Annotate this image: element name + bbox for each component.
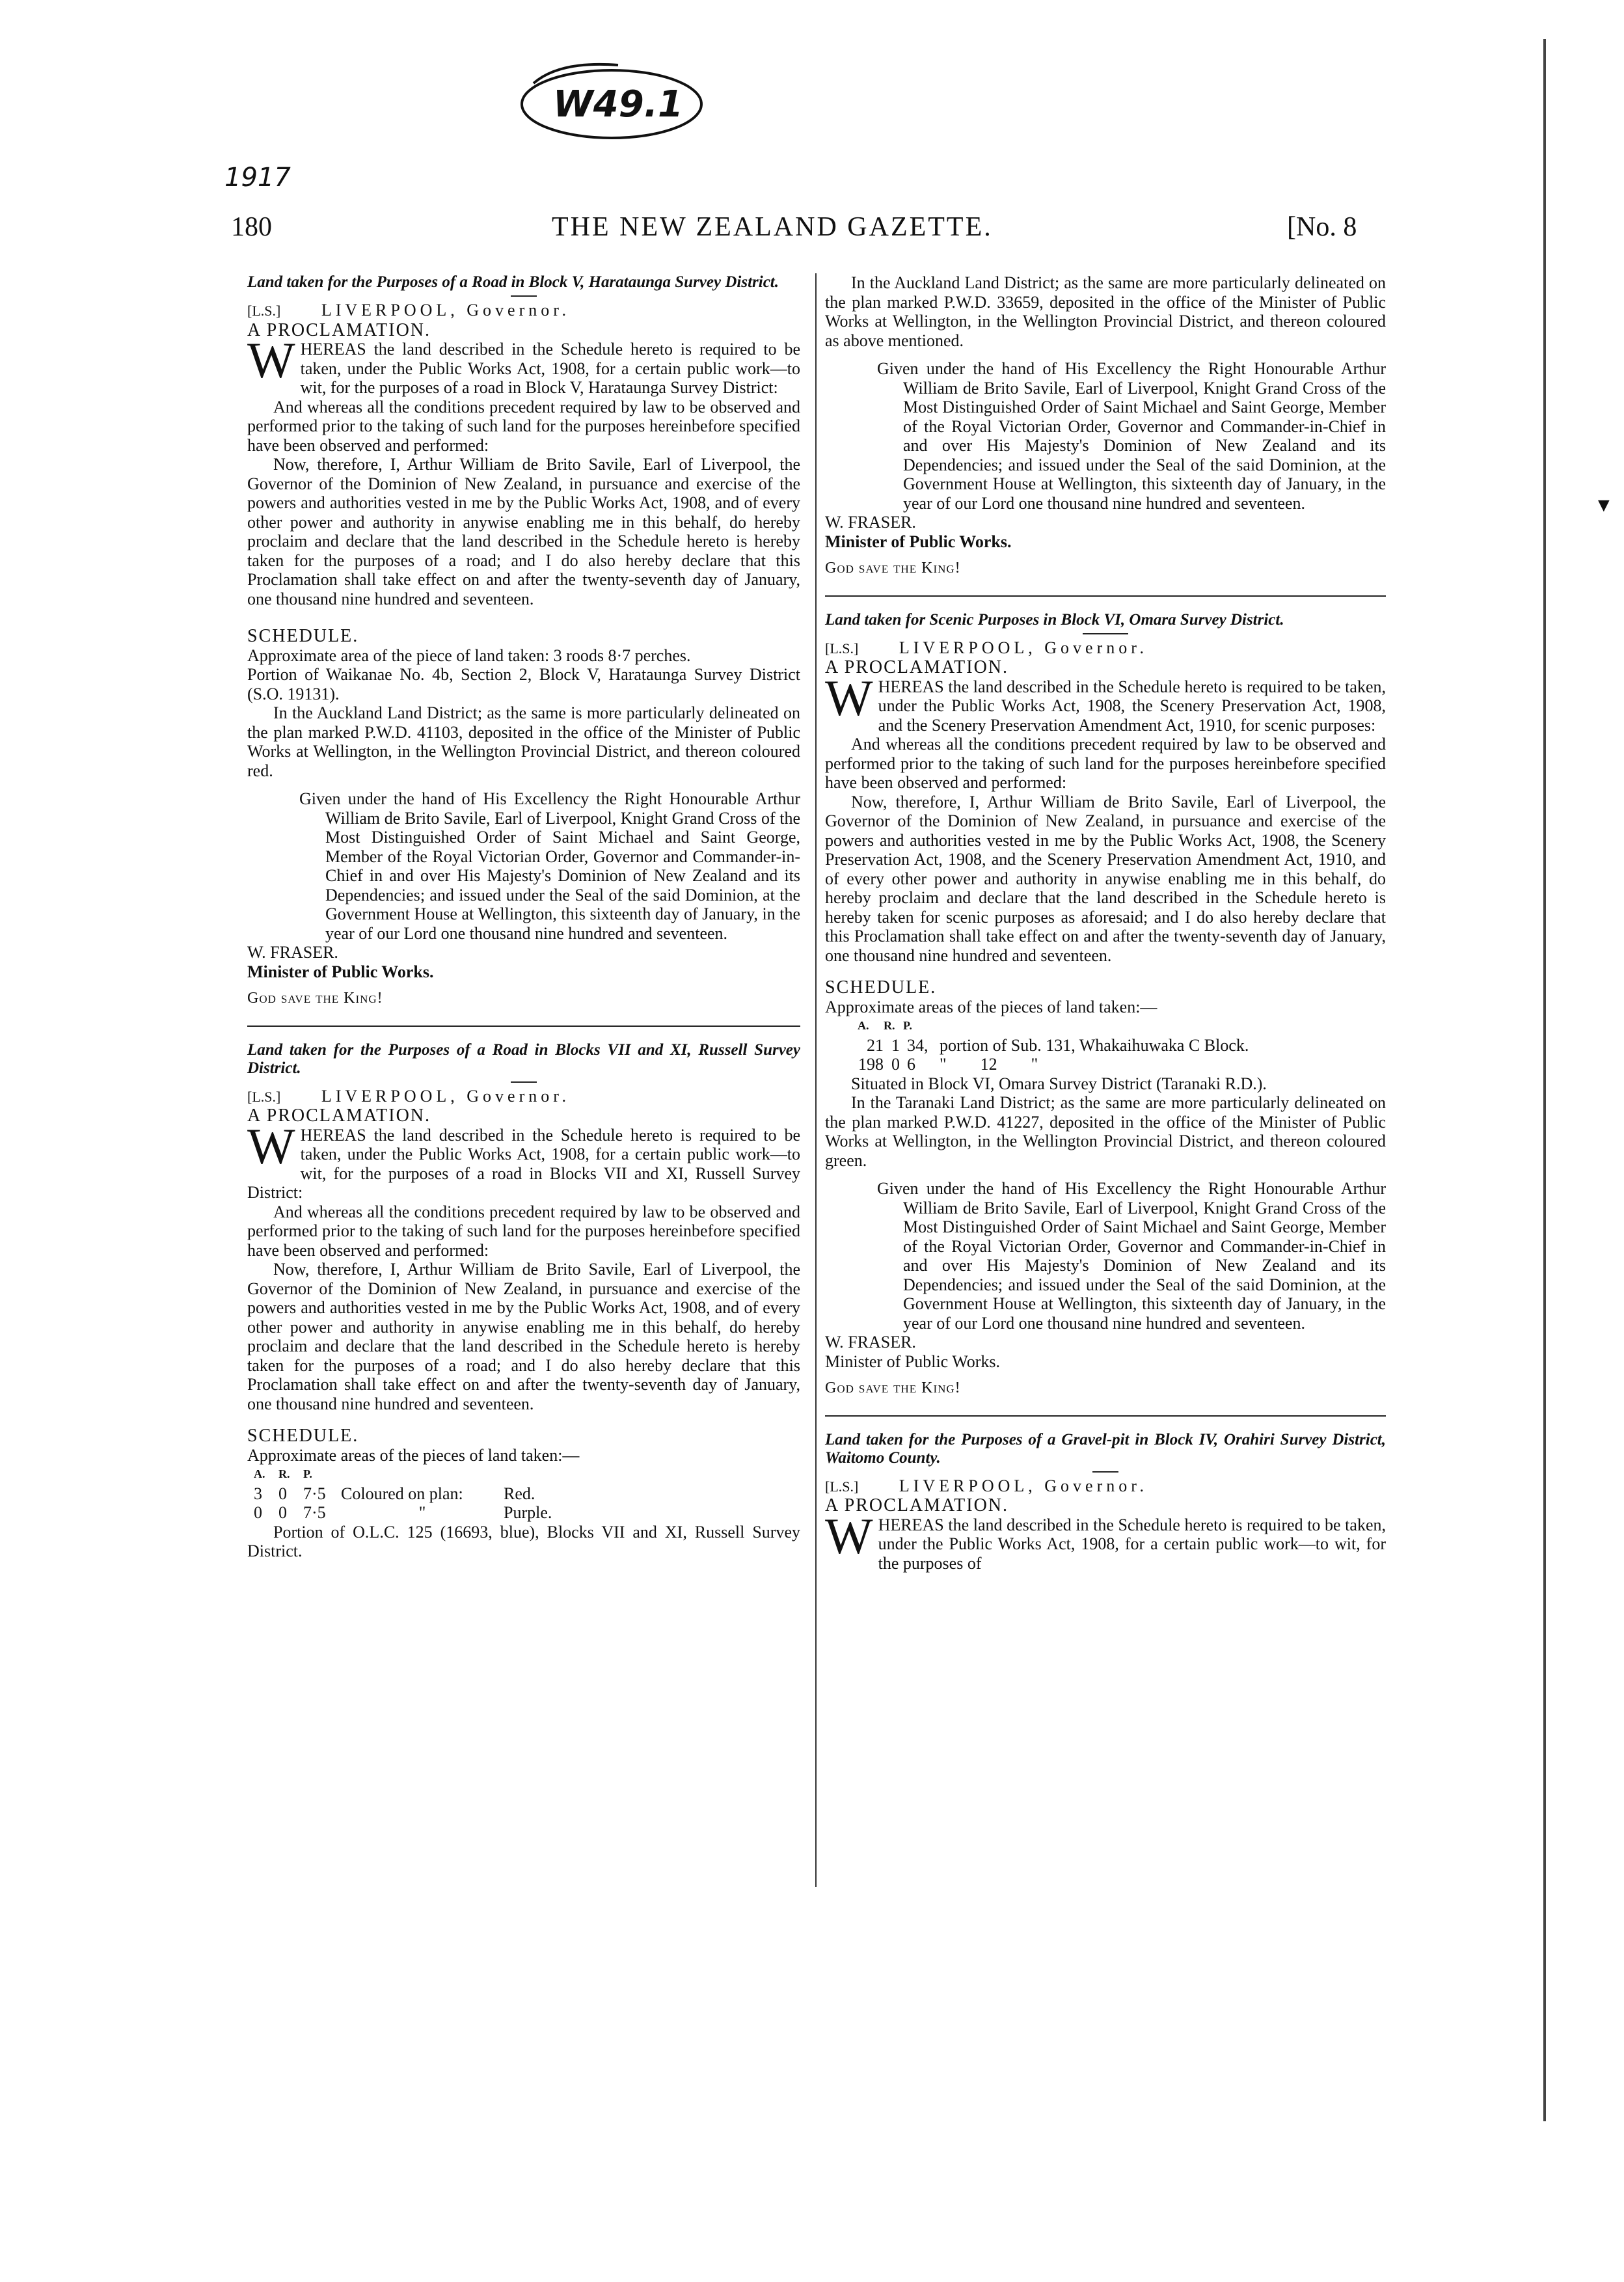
schedule-col-headers: A. R. P.: [254, 1467, 312, 1480]
proclamation-para: WHEREAS the land described in the Schedule hereto is required to be taken, under the Public Works Act, 1908, for a certain public work—to wit, for the purposes of a road in Blocks VII and XI, Russell Survey District:: [247, 1117, 800, 1202]
proclamation-para: WHEREAS the land described in the Schedule hereto is required to be taken, under the Public Works Act, 1908, the Scenery Preservation Act, 1908, and the Scenery Preservation Amendment Act, 1910, for scenic purposes:: [825, 669, 1386, 735]
notice-scenic-block-vi: [825, 611, 1386, 1417]
proclamation-heading: A PROCLAMATION.: [247, 1106, 431, 1126]
god-save-the-king: God save the King!: [247, 990, 383, 1007]
schedule-col-headers: A. R. P.: [858, 1019, 912, 1032]
whereas-para: And whereas all the conditions precedent required by law to be observed and performed prior to the taking of such land for the purposes hereinbefore specified have been observed and performed:: [247, 1202, 800, 1260]
given-under-hand: Given under the hand of His Excellency the Right Honourable Arthur William de Brito Savile, Earl of Liverpool, Knight Grand Cross of the Most Distinguished Order of Saint Michael and Saint George, Member of the Royal Victorian Order, Governor and Commander-in-Chief in and over His Majesty's Dominion of New Zealand and its Dependencies; and issued under the Seal of the said Dominion, at the Government House at Wellington, this sixteenth day of January, in the year of our Lord one thousand nine hundred and seventeen.: [877, 1179, 1386, 1333]
signer-name: W. FRASER.: [247, 943, 338, 962]
schedule-situated: Situated in Block VI, Omara Survey District (Taranaki R.D.).: [851, 1074, 1267, 1093]
schedule-row: 3 0 7·5 Coloured on plan: Red.: [254, 1484, 535, 1503]
scan-marker-icon: ▼: [1594, 495, 1614, 516]
governor-line: LIVERPOOL, Governor.: [899, 1476, 1148, 1495]
therefore-para: Now, therefore, I, Arthur William de Brito Savile, Earl of Liverpool, the Governor of the Dominion of New Zealand, in pursuance and exercise of the powers and authorities vested in me by the Public Works Act, 1908, and of every other power and authority in anywise enabling me in this behalf, do hereby proclaim and declare that the land described in the Schedule hereto is hereby taken for the purposes of a road; and I do also hereby declare that this Proclamation shall take effect on and after the twenty-seventh day of January, one thousand nine hundred and seventeen.: [247, 1260, 800, 1413]
given-under-hand: Given under the hand of His Excellency the Right Honourable Arthur William de Brito Savile, Earl of Liverpool, Knight Grand Cross of the Most Distinguished Order of Saint Michael and Saint George, Member of the Royal Victorian Order, Governor and Commander-in-Chief in and over His Majesty's Dominion of New Zealand and its Dependencies; and issued under the Seal of the said Dominion, at the Government House at Wellington, this sixteenth day of January, in the year of our Lord one thousand nine hundred and seventeen.: [299, 789, 800, 943]
schedule-district: In the Auckland Land District; as the same is more particularly delineated on the plan marked P.W.D. 41103, deposited in the office of the Minister of Public Works at Wellington, in the Wellington Provincial District, and thereon coloured red.: [247, 703, 800, 780]
section-rule: [247, 1026, 800, 1027]
notice-road-blocks-vii-xi: [247, 1041, 800, 1561]
notice-road-block-v: [247, 273, 800, 1027]
schedule-intro: Approximate areas of the pieces of land taken:—: [247, 1445, 580, 1465]
notice-title: Land taken for Scenic Purposes in Block VI, Omara Survey District.: [825, 610, 1284, 629]
district-para: In the Auckland Land District; as the same are more particularly delineated on the plan marked P.W.D. 33659, deposited in the office of the Minister of Public Works at Wellington, in the Wellington Provincial District, and thereon coloured as above mentioned.: [825, 273, 1386, 350]
whereas-para: And whereas all the conditions precedent required by law to be observed and performed prior to the taking of such land for the purposes hereinbefore specified have been observed and performed:: [247, 397, 800, 455]
notice-title: Land taken for the Purposes of a Road in Block V, Harataunga Survey District.: [247, 273, 779, 291]
year-note: 1917: [224, 163, 291, 193]
signer-office: Minister of Public Works.: [825, 1352, 1000, 1371]
schedule-area: Approximate area of the piece of land taken: 3 roods 8·7 perches.: [247, 645, 691, 665]
whereas-para: And whereas all the conditions precedent required by law to be observed and performed prior to the taking of such land for the purposes hereinbefore specified have been observed and performed:: [825, 735, 1386, 792]
notice-title: Land taken for the Purposes of a Road in Blocks VII and XI, Russell Survey District.: [247, 1040, 800, 1077]
schedule-intro: Approximate areas of the pieces of land taken:—: [825, 997, 1157, 1016]
signer-office: Minister of Public Works.: [247, 962, 434, 981]
drop-cap: W: [247, 332, 295, 388]
right-column: [825, 273, 1386, 1573]
notice-title: Land taken for the Purposes of a Gravel-pit in Block IV, Orahiri Survey District, Waitomo County.: [825, 1430, 1386, 1467]
divider: [1092, 1471, 1118, 1473]
schedule-district: In the Taranaki Land District; as the same are more particularly delineated on the plan marked P.W.D. 41227, deposited in the office of the Minister of Public Works at Wellington, in the Wellington Provincial District, and thereon coloured green.: [825, 1093, 1386, 1170]
section-rule: [825, 595, 1386, 597]
signer-name: W. FRASER.: [825, 513, 916, 532]
page-number: 180: [231, 212, 272, 242]
notice-continued: [825, 273, 1386, 597]
schedule-portion: Portion of O.L.C. 125 (16693, blue), Blocks VII and XI, Russell Survey District.: [247, 1522, 800, 1560]
stamp-text: W49.1: [553, 83, 683, 126]
given-under-hand: Given under the hand of His Excellency the Right Honourable Arthur William de Brito Savile, Earl of Liverpool, Knight Grand Cross of the Most Distinguished Order of Saint Michael and Saint George, Member of the Royal Victorian Order, Governor and Commander-in-Chief in and over His Majesty's Dominion of New Zealand and its Dependencies; and issued under the Seal of the said Dominion, at the Government House at Wellington, this sixteenth day of January, in the year of our Lord one thousand nine hundred and seventeen.: [877, 359, 1386, 513]
seal-mark: [L.S.]: [247, 303, 281, 319]
signer-office: Minister of Public Works.: [825, 532, 1012, 551]
proclamation-heading: A PROCLAMATION.: [825, 657, 1009, 677]
god-save-the-king: God save the King!: [825, 560, 961, 577]
schedule-heading: SCHEDULE.: [825, 977, 937, 998]
divider: [1083, 633, 1128, 634]
seal-mark: [L.S.]: [247, 1088, 281, 1105]
scan-edge: [1543, 39, 1546, 2121]
god-save-the-king: God save the King!: [825, 1379, 961, 1396]
proclamation-heading: A PROCLAMATION.: [825, 1495, 1009, 1515]
governor-line: LIVERPOOL, Governor.: [899, 638, 1148, 657]
drop-cap: W: [247, 1117, 295, 1175]
governor-line: LIVERPOOL, Governor.: [321, 1086, 570, 1106]
gazette-title: THE NEW ZEALAND GAZETTE.: [552, 212, 993, 242]
issue-number: [No. 8: [1287, 212, 1357, 242]
divider: [511, 295, 537, 297]
schedule-row: 0 0 7·5 " Purple.: [254, 1503, 552, 1522]
governor-line: LIVERPOOL, Governor.: [321, 301, 570, 319]
schedule-portion: Portion of Waikanae No. 4b, Section 2, Block V, Harataunga Survey District (S.O. 19131).: [247, 665, 800, 703]
column-divider: [815, 273, 817, 1887]
schedule-row: 21 1 34, portion of Sub. 131, Whakaihuwaka C Block.: [867, 1035, 1249, 1055]
schedule-row: 198 0 6 " 12 ": [858, 1055, 1038, 1074]
drop-cap: W: [825, 1507, 873, 1564]
schedule-heading: SCHEDULE.: [247, 1426, 359, 1446]
therefore-para: Now, therefore, I, Arthur William de Brito Savile, Earl of Liverpool, the Governor of the Dominion of New Zealand, in pursuance and exercise of the powers and authorities vested in me by the Public Works Act, 1908, and of every other power and authority in anywise enabling me in this behalf, do hereby proclaim and declare that the land described in the Schedule hereto is hereby taken for the purposes of a road; and I do also hereby declare that this Proclamation shall take effect on and after the twenty-seventh day of January, one thousand nine hundred and seventeen.: [247, 455, 800, 608]
section-rule: [825, 1415, 1386, 1417]
seal-mark: [L.S.]: [825, 640, 859, 657]
left-column: [247, 273, 800, 1561]
schedule-heading: SCHEDULE.: [247, 626, 359, 646]
proclamation-para: WHEREAS the land described in the Schedule hereto is required to be taken, under the Public Works Act, 1908, for a certain public work—to wit, for the purposes of: [825, 1507, 1386, 1573]
archive-stamp: [514, 57, 709, 148]
therefore-para: Now, therefore, I, Arthur William de Brito Savile, Earl of Liverpool, the Governor of the Dominion of New Zealand, in pursuance and exercise of the powers and authorities vested in me by the Public Works Act, 1908, the Scenery Preservation Act, 1908, and the Scenery Preservation Amendment Act, 1910, and of every other power and authority in anywise enabling me in this behalf, do hereby proclaim and declare that the land described in the Schedule hereto is hereby taken for scenic purposes as aforesaid; and I do also hereby declare that this Proclamation shall take effect on and after the twenty-seventh day of January, one thousand nine hundred and seventeen.: [825, 792, 1386, 965]
proclamation-heading: A PROCLAMATION.: [247, 319, 431, 340]
seal-mark: [L.S.]: [825, 1478, 859, 1495]
proclamation-para: WHEREAS the land described in the Schedule hereto is required to be taken, under the Public Works Act, 1908, for a certain public work—to wit, for the purposes of a road in Block V, Harataunga Survey District:: [247, 332, 800, 397]
divider: [511, 1081, 537, 1083]
drop-cap: W: [825, 669, 873, 726]
signer-name: W. FRASER.: [825, 1333, 916, 1352]
notice-gravel-pit-block-iv: [825, 1431, 1386, 1573]
